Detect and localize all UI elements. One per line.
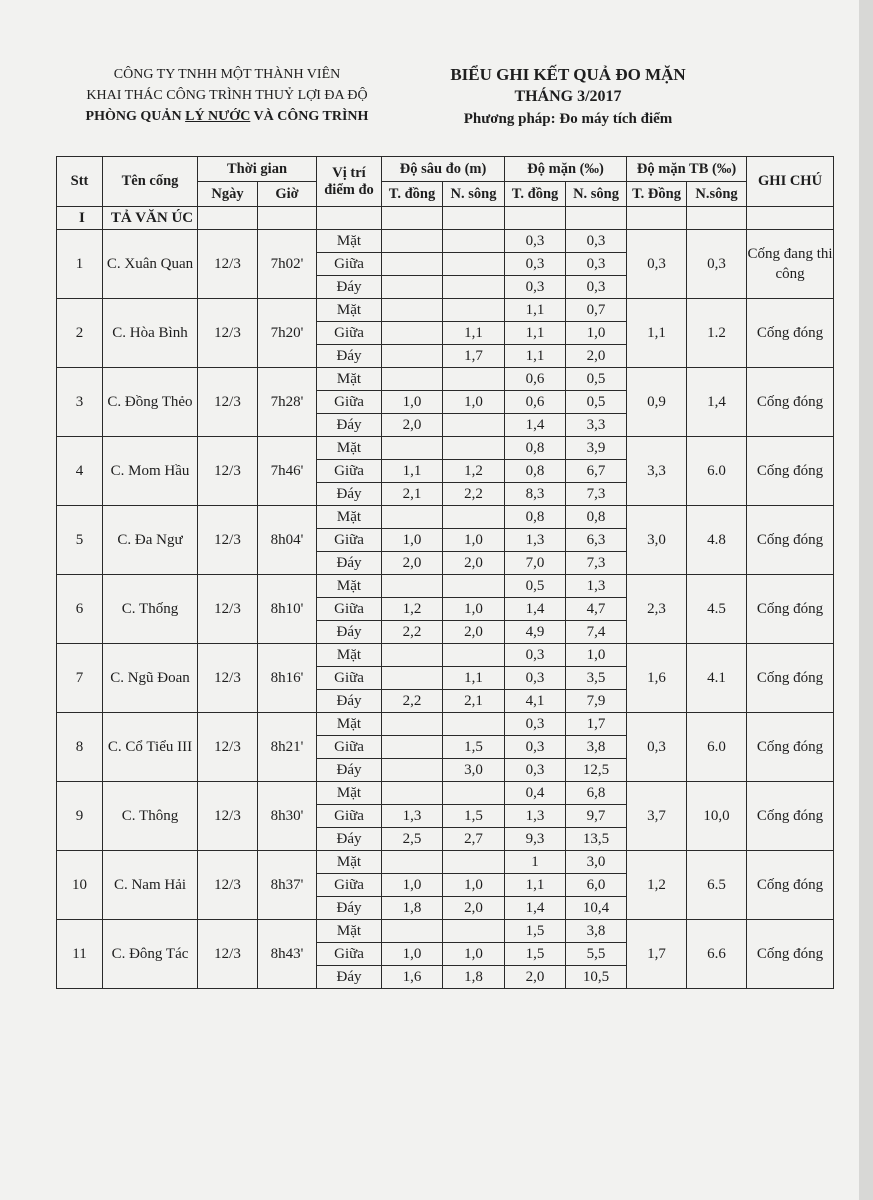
- salinity-field-cell: 0,4: [505, 782, 566, 805]
- avg-river-cell: 6.5: [687, 851, 747, 920]
- salinity-river-cell: 3,5: [566, 667, 627, 690]
- depth-river-cell: [443, 414, 505, 437]
- note-cell: Cống đóng: [747, 368, 834, 437]
- report-method: Phương pháp: Đo máy tích điểm: [463, 111, 673, 127]
- salinity-river-cell: 3,0: [566, 851, 627, 874]
- position-cell: Mặt: [317, 368, 382, 391]
- header-depth: Độ sâu đo (m): [382, 157, 505, 182]
- depth-field-cell: [382, 506, 443, 529]
- position-cell: Giữa: [317, 529, 382, 552]
- salinity-field-cell: 1,4: [505, 897, 566, 920]
- salinity-river-cell: 1,0: [566, 644, 627, 667]
- note-cell: Cống đang thi công: [747, 230, 834, 299]
- salinity-field-cell: 0,3: [505, 253, 566, 276]
- department-suffix: VÀ CÔNG TRÌNH: [250, 109, 369, 124]
- salinity-river-cell: 4,7: [566, 598, 627, 621]
- station-stt: 5: [57, 506, 103, 575]
- salinity-field-cell: 1,1: [505, 874, 566, 897]
- station-stt: 3: [57, 368, 103, 437]
- position-cell: Đáy: [317, 552, 382, 575]
- salinity-field-cell: 7,0: [505, 552, 566, 575]
- station-stt: 1: [57, 230, 103, 299]
- note-cell: Cống đóng: [747, 851, 834, 920]
- salinity-river-cell: 1,0: [566, 322, 627, 345]
- salinity-river-cell: 5,5: [566, 943, 627, 966]
- position-cell: Giữa: [317, 391, 382, 414]
- depth-river-cell: [443, 575, 505, 598]
- position-cell: Mặt: [317, 920, 382, 943]
- section-number: I: [57, 207, 103, 230]
- salinity-river-cell: 7,3: [566, 483, 627, 506]
- department-prefix: PHÒNG QUẢN: [85, 109, 186, 124]
- header-hour: Giờ: [258, 182, 317, 207]
- position-cell: Mặt: [317, 644, 382, 667]
- depth-field-cell: 1,0: [382, 529, 443, 552]
- report-month: THÁNG 3/2017: [514, 88, 622, 105]
- avg-river-cell: 4.8: [687, 506, 747, 575]
- depth-river-cell: [443, 506, 505, 529]
- depth-field-cell: 2,2: [382, 690, 443, 713]
- salinity-field-cell: 8,3: [505, 483, 566, 506]
- depth-river-cell: [443, 253, 505, 276]
- avg-field-cell: 1,1: [627, 299, 687, 368]
- depth-river-cell: 1,5: [443, 736, 505, 759]
- position-cell: Mặt: [317, 299, 382, 322]
- station-stt: 8: [57, 713, 103, 782]
- avg-field-cell: 3,3: [627, 437, 687, 506]
- position-cell: Giữa: [317, 736, 382, 759]
- salinity-field-cell: 0,6: [505, 391, 566, 414]
- depth-river-cell: 3,0: [443, 759, 505, 782]
- depth-field-cell: [382, 253, 443, 276]
- salinity-river-cell: 9,7: [566, 805, 627, 828]
- depth-field-cell: [382, 713, 443, 736]
- table-row: [57, 437, 834, 460]
- station-name: C. Mom Hầu: [103, 437, 198, 506]
- position-cell: Giữa: [317, 805, 382, 828]
- header-position-line2: điểm đo: [324, 181, 374, 198]
- salinity-field-cell: 1,3: [505, 805, 566, 828]
- avg-field-cell: 1,7: [627, 920, 687, 989]
- station-date: 12/3: [198, 920, 258, 989]
- salinity-field-cell: 2,0: [505, 966, 566, 989]
- company-name-line1: CÔNG TY TNHH MỘT THÀNH VIÊN: [113, 67, 341, 82]
- station-stt: 4: [57, 437, 103, 506]
- position-cell: Đáy: [317, 966, 382, 989]
- avg-field-cell: 0,3: [627, 230, 687, 299]
- avg-river-cell: 1.2: [687, 299, 747, 368]
- depth-field-cell: 1,2: [382, 598, 443, 621]
- station-name: C. Đồng Thẻo: [103, 368, 198, 437]
- depth-river-cell: 1,0: [443, 529, 505, 552]
- depth-field-cell: [382, 575, 443, 598]
- station-time: 7h02': [258, 230, 317, 299]
- station-name: C. Cổ Tiểu III: [103, 713, 198, 782]
- position-cell: Đáy: [317, 828, 382, 851]
- avg-field-cell: 1,2: [627, 851, 687, 920]
- salinity-river-cell: 0,3: [566, 230, 627, 253]
- salinity-river-cell: 2,0: [566, 345, 627, 368]
- salinity-river-cell: 0,5: [566, 368, 627, 391]
- position-cell: Giữa: [317, 598, 382, 621]
- depth-field-cell: [382, 322, 443, 345]
- position-cell: Đáy: [317, 483, 382, 506]
- position-cell: Đáy: [317, 690, 382, 713]
- header-depth-river: N. sông: [443, 182, 505, 207]
- position-cell: Mặt: [317, 437, 382, 460]
- position-cell: Mặt: [317, 230, 382, 253]
- section-row: [57, 207, 834, 230]
- depth-river-cell: 2,0: [443, 552, 505, 575]
- depth-river-cell: 1,0: [443, 943, 505, 966]
- avg-river-cell: 6.6: [687, 920, 747, 989]
- depth-river-cell: 1,5: [443, 805, 505, 828]
- depth-river-cell: 1,2: [443, 460, 505, 483]
- section-name: TẢ VĂN ÚC: [103, 207, 198, 230]
- station-date: 12/3: [198, 575, 258, 644]
- depth-river-cell: [443, 851, 505, 874]
- station-time: 8h43': [258, 920, 317, 989]
- salinity-river-cell: 0,3: [566, 253, 627, 276]
- avg-field-cell: 2,3: [627, 575, 687, 644]
- depth-field-cell: [382, 368, 443, 391]
- salinity-river-cell: 7,3: [566, 552, 627, 575]
- note-cell: Cống đóng: [747, 575, 834, 644]
- station-date: 12/3: [198, 851, 258, 920]
- station-name: C. Thống: [103, 575, 198, 644]
- avg-river-cell: 4.5: [687, 575, 747, 644]
- station-name: C. Hòa Bình: [103, 299, 198, 368]
- depth-field-cell: 1,8: [382, 897, 443, 920]
- salinity-field-cell: 1,1: [505, 345, 566, 368]
- position-cell: Mặt: [317, 713, 382, 736]
- depth-river-cell: [443, 437, 505, 460]
- depth-river-cell: 1,8: [443, 966, 505, 989]
- avg-field-cell: 0,9: [627, 368, 687, 437]
- position-cell: Đáy: [317, 414, 382, 437]
- position-cell: Mặt: [317, 782, 382, 805]
- station-time: 8h04': [258, 506, 317, 575]
- avg-field-cell: 0,3: [627, 713, 687, 782]
- depth-field-cell: 2,0: [382, 414, 443, 437]
- station-stt: 2: [57, 299, 103, 368]
- station-stt: 7: [57, 644, 103, 713]
- salinity-river-cell: 10,5: [566, 966, 627, 989]
- position-cell: Giữa: [317, 874, 382, 897]
- salinity-river-cell: 0,7: [566, 299, 627, 322]
- position-cell: Mặt: [317, 851, 382, 874]
- position-cell: Đáy: [317, 897, 382, 920]
- depth-river-cell: 1,0: [443, 874, 505, 897]
- table-row: [57, 575, 834, 598]
- header-salinity-river: N. sông: [566, 182, 627, 207]
- avg-river-cell: 1,4: [687, 368, 747, 437]
- header-time: Thời gian: [198, 157, 317, 182]
- salinity-field-cell: 1,1: [505, 322, 566, 345]
- station-time: 8h10': [258, 575, 317, 644]
- depth-field-cell: [382, 920, 443, 943]
- salinity-river-cell: 1,3: [566, 575, 627, 598]
- note-cell: Cống đóng: [747, 437, 834, 506]
- depth-field-cell: 2,0: [382, 552, 443, 575]
- salinity-field-cell: 4,1: [505, 690, 566, 713]
- salinity-river-cell: 6,7: [566, 460, 627, 483]
- table-row: [57, 920, 834, 943]
- salinity-field-cell: 1,5: [505, 943, 566, 966]
- salinity-field-cell: 0,3: [505, 230, 566, 253]
- station-time: 8h37': [258, 851, 317, 920]
- salinity-field-cell: 1,4: [505, 414, 566, 437]
- table-body: [57, 207, 834, 989]
- salinity-river-cell: 3,8: [566, 920, 627, 943]
- salinity-field-cell: 0,8: [505, 506, 566, 529]
- depth-field-cell: 2,2: [382, 621, 443, 644]
- salinity-river-cell: 3,9: [566, 437, 627, 460]
- position-cell: Giữa: [317, 253, 382, 276]
- depth-river-cell: 2,2: [443, 483, 505, 506]
- depth-field-cell: [382, 437, 443, 460]
- header-depth-field: T. đồng: [382, 182, 443, 207]
- depth-river-cell: [443, 644, 505, 667]
- header-position-line1: Vị trí: [332, 164, 366, 181]
- salinity-field-cell: 9,3: [505, 828, 566, 851]
- salinity-field-cell: 1,3: [505, 529, 566, 552]
- depth-field-cell: 1,6: [382, 966, 443, 989]
- depth-river-cell: [443, 782, 505, 805]
- station-name: C. Xuân Quan: [103, 230, 198, 299]
- depth-field-cell: 2,5: [382, 828, 443, 851]
- company-name-line2: KHAI THÁC CÔNG TRÌNH THUỶ LỢI ĐA ĐỘ: [86, 88, 368, 103]
- position-cell: Giữa: [317, 322, 382, 345]
- table-row: [57, 368, 834, 391]
- report-title: BIỂU GHI KẾT QUẢ ĐO MẶN: [450, 65, 686, 84]
- report-header: [408, 64, 728, 130]
- salinity-river-cell: 1,7: [566, 713, 627, 736]
- avg-river-cell: 4.1: [687, 644, 747, 713]
- salinity-river-cell: 0,5: [566, 391, 627, 414]
- note-cell: Cống đóng: [747, 299, 834, 368]
- position-cell: Mặt: [317, 506, 382, 529]
- salinity-field-cell: 1,4: [505, 598, 566, 621]
- table-row: [57, 782, 834, 805]
- header-position: [317, 157, 382, 207]
- station-date: 12/3: [198, 230, 258, 299]
- page-edge: [859, 0, 873, 1200]
- depth-river-cell: 2,7: [443, 828, 505, 851]
- note-cell: Cống đóng: [747, 782, 834, 851]
- company-header: [62, 64, 392, 127]
- depth-field-cell: [382, 667, 443, 690]
- table-row: [57, 299, 834, 322]
- station-name: C. Đa Ngư: [103, 506, 198, 575]
- depth-river-cell: [443, 276, 505, 299]
- salinity-field-cell: 0,3: [505, 276, 566, 299]
- station-name: C. Nam Hải: [103, 851, 198, 920]
- depth-field-cell: [382, 644, 443, 667]
- header-stt: Stt: [57, 157, 103, 207]
- position-cell: Giữa: [317, 943, 382, 966]
- header-avg-river: N.sông: [687, 182, 747, 207]
- avg-river-cell: 6.0: [687, 437, 747, 506]
- depth-river-cell: [443, 713, 505, 736]
- avg-river-cell: 0,3: [687, 230, 747, 299]
- position-cell: Đáy: [317, 345, 382, 368]
- salinity-field-cell: 1: [505, 851, 566, 874]
- salinity-field-cell: 0,3: [505, 644, 566, 667]
- depth-field-cell: [382, 276, 443, 299]
- header-salinity-field: T. đồng: [505, 182, 566, 207]
- depth-river-cell: [443, 230, 505, 253]
- salinity-field-cell: 0,3: [505, 713, 566, 736]
- station-date: 12/3: [198, 299, 258, 368]
- depth-river-cell: 1,0: [443, 598, 505, 621]
- station-name: C. Đông Tác: [103, 920, 198, 989]
- station-stt: 6: [57, 575, 103, 644]
- depth-field-cell: [382, 230, 443, 253]
- depth-field-cell: 1,1: [382, 460, 443, 483]
- station-time: 8h30': [258, 782, 317, 851]
- salinity-field-cell: 0,6: [505, 368, 566, 391]
- note-cell: Cống đóng: [747, 506, 834, 575]
- depth-field-cell: [382, 759, 443, 782]
- table-row: [57, 230, 834, 253]
- salinity-field-cell: 0,3: [505, 759, 566, 782]
- salinity-river-cell: 7,4: [566, 621, 627, 644]
- position-cell: Đáy: [317, 276, 382, 299]
- salinity-field-cell: 0,3: [505, 667, 566, 690]
- station-time: 7h20': [258, 299, 317, 368]
- station-date: 12/3: [198, 368, 258, 437]
- table-row: [57, 506, 834, 529]
- salinity-river-cell: 13,5: [566, 828, 627, 851]
- header-avg-field: T. Đồng: [627, 182, 687, 207]
- depth-river-cell: [443, 368, 505, 391]
- station-time: 7h28': [258, 368, 317, 437]
- depth-river-cell: 2,1: [443, 690, 505, 713]
- depth-field-cell: 1,0: [382, 391, 443, 414]
- salinity-river-cell: 0,3: [566, 276, 627, 299]
- depth-river-cell: 2,0: [443, 897, 505, 920]
- avg-field-cell: 3,7: [627, 782, 687, 851]
- station-date: 12/3: [198, 782, 258, 851]
- salinity-field-cell: 0,5: [505, 575, 566, 598]
- salinity-field-cell: 1,5: [505, 920, 566, 943]
- depth-river-cell: [443, 920, 505, 943]
- station-date: 12/3: [198, 644, 258, 713]
- position-cell: Đáy: [317, 621, 382, 644]
- header-date: Ngày: [198, 182, 258, 207]
- table-row: [57, 713, 834, 736]
- depth-field-cell: 1,0: [382, 874, 443, 897]
- station-stt: 10: [57, 851, 103, 920]
- depth-field-cell: [382, 851, 443, 874]
- station-stt: 9: [57, 782, 103, 851]
- station-name: C. Thông: [103, 782, 198, 851]
- depth-field-cell: [382, 299, 443, 322]
- header-name: Tên cống: [103, 157, 198, 207]
- avg-river-cell: 10,0: [687, 782, 747, 851]
- depth-field-cell: 1,3: [382, 805, 443, 828]
- note-cell: Cống đóng: [747, 920, 834, 989]
- station-date: 12/3: [198, 506, 258, 575]
- header-salinity: Độ mặn (‰): [505, 157, 627, 182]
- salinity-table: [56, 156, 834, 989]
- station-stt: 11: [57, 920, 103, 989]
- depth-river-cell: [443, 299, 505, 322]
- department-name: [62, 106, 392, 127]
- depth-river-cell: 1,1: [443, 667, 505, 690]
- salinity-river-cell: 7,9: [566, 690, 627, 713]
- salinity-field-cell: 0,8: [505, 437, 566, 460]
- station-date: 12/3: [198, 713, 258, 782]
- station-time: 7h46': [258, 437, 317, 506]
- note-cell: Cống đóng: [747, 644, 834, 713]
- avg-field-cell: 1,6: [627, 644, 687, 713]
- salinity-river-cell: 6,0: [566, 874, 627, 897]
- avg-river-cell: 6.0: [687, 713, 747, 782]
- note-cell: Cống đóng: [747, 713, 834, 782]
- salinity-river-cell: 12,5: [566, 759, 627, 782]
- depth-field-cell: 2,1: [382, 483, 443, 506]
- depth-river-cell: 2,0: [443, 621, 505, 644]
- station-date: 12/3: [198, 437, 258, 506]
- salinity-river-cell: 0,8: [566, 506, 627, 529]
- avg-field-cell: 3,0: [627, 506, 687, 575]
- depth-river-cell: 1,1: [443, 322, 505, 345]
- depth-river-cell: 1,0: [443, 391, 505, 414]
- header-salinity-avg: Độ mặn TB (‰): [627, 157, 747, 182]
- depth-field-cell: 1,0: [382, 943, 443, 966]
- salinity-river-cell: 6,8: [566, 782, 627, 805]
- salinity-river-cell: 10,4: [566, 897, 627, 920]
- table-row: [57, 644, 834, 667]
- department-underlined: LÝ NƯỚC: [185, 109, 251, 124]
- salinity-river-cell: 3,3: [566, 414, 627, 437]
- station-time: 8h21': [258, 713, 317, 782]
- salinity-field-cell: 0,8: [505, 460, 566, 483]
- depth-field-cell: [382, 345, 443, 368]
- station-time: 8h16': [258, 644, 317, 713]
- position-cell: Đáy: [317, 759, 382, 782]
- station-name: C. Ngũ Đoan: [103, 644, 198, 713]
- depth-field-cell: [382, 736, 443, 759]
- salinity-river-cell: 6,3: [566, 529, 627, 552]
- salinity-river-cell: 3,8: [566, 736, 627, 759]
- table-row: [57, 851, 834, 874]
- header-note: GHI CHÚ: [747, 157, 834, 207]
- salinity-field-cell: 4,9: [505, 621, 566, 644]
- salinity-field-cell: 0,3: [505, 736, 566, 759]
- depth-river-cell: 1,7: [443, 345, 505, 368]
- position-cell: Giữa: [317, 667, 382, 690]
- salinity-field-cell: 1,1: [505, 299, 566, 322]
- position-cell: Giữa: [317, 460, 382, 483]
- position-cell: Mặt: [317, 575, 382, 598]
- depth-field-cell: [382, 782, 443, 805]
